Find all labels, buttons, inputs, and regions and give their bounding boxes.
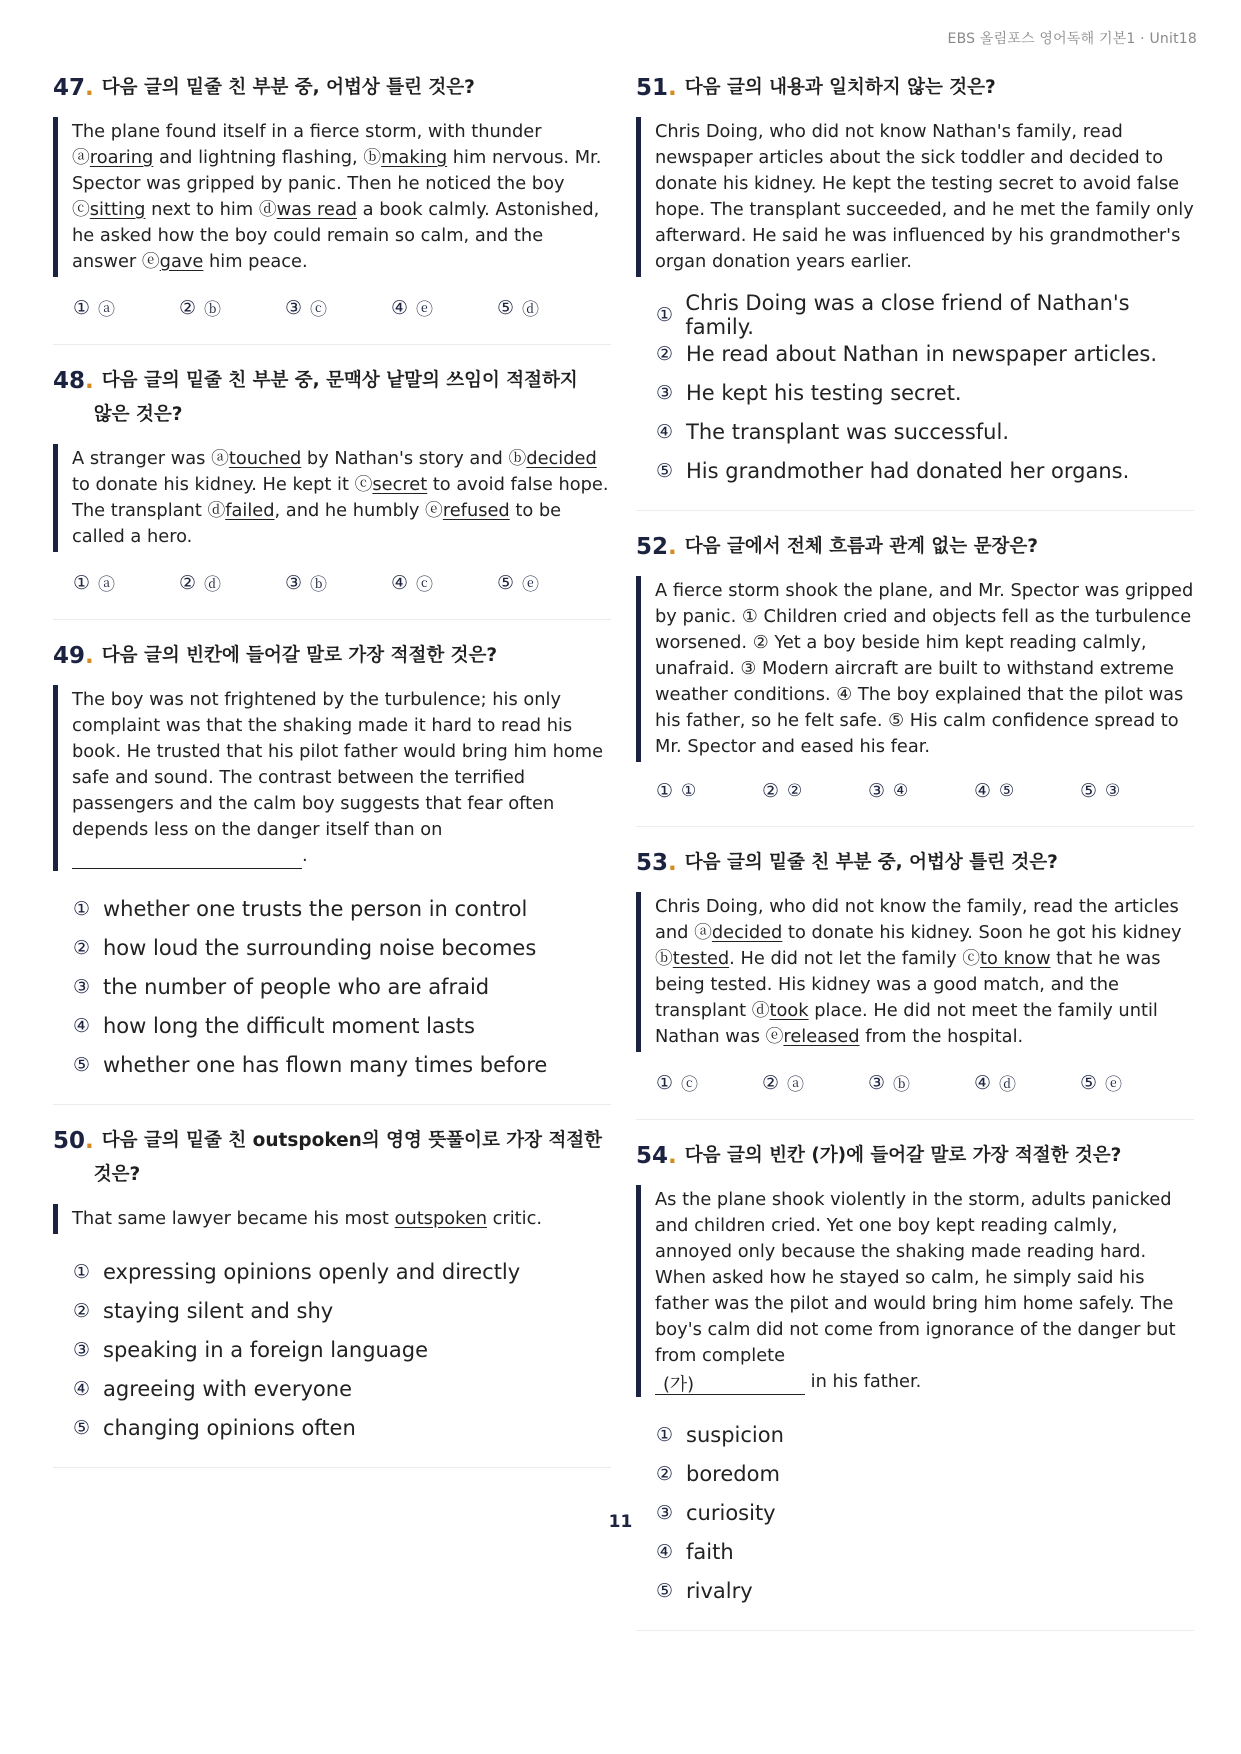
answer-choice-1[interactable]	[656, 290, 1194, 339]
choice-number: ③	[656, 381, 674, 404]
choice-number: ②	[179, 571, 197, 594]
choice-text: The transplant was successful.	[686, 419, 1009, 444]
passage: A fierce storm shook the plane, and Mr. Spector was gripped by panic. ① Children cried and objects fell as the turbulence worsened. ② Yet a boy beside him kept reading calmly, unafraid. ③ Modern aircraft are built to withstand extreme weather conditions. ④ The boy explained that the pilot was his father, so he felt safe. ⑤ His calm confidence spread to Mr. Spector and eased his fear.	[636, 576, 1194, 762]
question-number: 48	[53, 368, 86, 394]
choice-number: ④	[656, 1540, 674, 1563]
choice-text: ⓒ	[310, 300, 328, 320]
question-dot: .	[85, 1128, 94, 1154]
right-column	[636, 74, 1194, 1653]
passage-text: him peace.	[203, 251, 308, 272]
underlined-word: gave	[159, 251, 204, 272]
passage-text: from the hospital.	[859, 1026, 1024, 1047]
choice-number: ⑤	[497, 296, 515, 319]
answer-choice-3[interactable]	[73, 967, 611, 1006]
underlined-word: released	[783, 1026, 860, 1047]
question-header	[636, 533, 1194, 564]
choice-number: ⑤	[1080, 1071, 1098, 1094]
choice-text: ⓓ	[522, 300, 540, 320]
question-54	[636, 1142, 1194, 1631]
choice-text: ⓒ	[681, 1075, 699, 1095]
answer-choice-1[interactable]	[656, 1070, 762, 1095]
underlined-word: took	[769, 1000, 809, 1021]
choice-text: curiosity	[686, 1500, 776, 1525]
passage-text: and lightning flashing, ⓑ	[153, 147, 382, 168]
choice-number: ②	[73, 936, 91, 959]
answer-choice-3[interactable]	[868, 1070, 974, 1095]
question-number: 50	[53, 1128, 86, 1154]
choice-number: ⑤	[656, 459, 674, 482]
underlined-word: outspoken	[394, 1208, 487, 1229]
choice-number: ③	[868, 1071, 886, 1094]
passage-text: ⓒ	[72, 199, 90, 220]
passage-text: That same lawyer became his most	[72, 1208, 395, 1229]
choice-text: ⓐ	[98, 575, 116, 595]
choice-number: ①	[656, 1423, 674, 1446]
answer-choice-2[interactable]	[656, 334, 1194, 373]
question-header	[53, 367, 611, 432]
answer-choice-4[interactable]	[974, 1070, 1080, 1095]
choice-number: ③	[868, 780, 886, 802]
choice-number: ⑤	[1080, 780, 1098, 802]
passage-text: him nervous. Mr. Spector was gripped by panic. Then he noticed the boy	[72, 147, 602, 194]
answer-choices	[53, 889, 611, 1084]
passage: Chris Doing, who did not know Nathan's family, read newspaper articles about the sick toddler and decided to donate his kidney. He kept the testing secret to avoid false hope. The transplant succeeded, and he met the family only afterward. He said he was influenced by his grandmother's organ donation years earlier.	[636, 117, 1194, 277]
question-50	[53, 1127, 611, 1468]
choice-text: how long the difficult moment lasts	[103, 1013, 475, 1038]
question-header	[53, 642, 611, 673]
choice-text: ⓑ	[204, 300, 222, 320]
passage	[53, 444, 611, 552]
choice-text: ③	[1105, 781, 1121, 801]
choice-number: ①	[656, 303, 674, 326]
answer-choice-1[interactable]	[656, 1415, 1194, 1454]
choice-number: ①	[73, 571, 91, 594]
answer-blank: (가)	[655, 1373, 805, 1395]
choice-number: ①	[73, 897, 91, 920]
choice-text: ⓒ	[416, 575, 434, 595]
answer-choices	[53, 1252, 611, 1447]
choice-text: ⓓ	[999, 1075, 1017, 1095]
passage-text: The boy was not frightened by the turbulence; his only complaint was that the shaking made it hard to read his book. He trusted that his pilot father would bring him home safe and sound. The contrast between the terrified passengers and the calm boy suggests that fear often depends less on the danger itself than on	[72, 689, 604, 840]
choice-text: expressing opinions openly and directly	[103, 1259, 521, 1284]
passage-text: place. He did not meet the family until Nathan was ⓔ	[655, 1000, 1158, 1047]
choice-text: ①	[681, 781, 697, 801]
question-47	[53, 74, 611, 345]
answer-choice-1[interactable]	[73, 1252, 611, 1291]
answer-choice-1[interactable]	[73, 570, 179, 595]
answer-choices	[636, 780, 1194, 802]
passage	[53, 117, 611, 277]
question-header	[636, 849, 1194, 880]
choice-number: ③	[73, 975, 91, 998]
underlined-word: refused	[442, 500, 510, 521]
passage-text: next to him ⓓ	[145, 199, 277, 220]
answer-choice-4[interactable]	[391, 570, 497, 595]
choice-text: ②	[787, 781, 803, 801]
choice-text: Chris Doing was a close friend of Nathan's family.	[685, 290, 1130, 339]
underlined-word: decided	[526, 448, 597, 469]
answer-choice-2[interactable]	[179, 570, 285, 595]
passage-text: Chris Doing, who did not know the family, read the articles and ⓐ	[655, 896, 1179, 943]
question-53	[636, 849, 1194, 1120]
choice-number: ①	[73, 1260, 91, 1283]
answer-choice-5[interactable]	[73, 1045, 611, 1084]
answer-choice-1[interactable]	[73, 295, 179, 320]
question-header	[636, 74, 1194, 105]
choice-text: ⓑ	[893, 1075, 911, 1095]
answer-choice-4[interactable]	[73, 1369, 611, 1408]
choice-number: ⑤	[497, 571, 515, 594]
choice-text: the number of people who are afraid	[103, 974, 490, 999]
underlined-word: making	[381, 147, 448, 168]
answer-choice-3[interactable]	[868, 780, 974, 802]
choice-number: ②	[762, 780, 780, 802]
passage-text: critic.	[487, 1208, 543, 1229]
choice-text: ⓐ	[787, 1075, 805, 1095]
answer-choice-2[interactable]	[656, 1454, 1194, 1493]
question-prompt: 다음 글의 빈칸 (가)에 들어갈 말로 가장 적절한 것은?	[684, 1145, 1122, 1166]
passage-text: that he was being tested. His kidney was a good match, and the transplant ⓓ	[655, 948, 1161, 1021]
answer-choice-3[interactable]	[285, 570, 391, 595]
answer-choices	[636, 290, 1194, 490]
choice-number: ②	[179, 296, 197, 319]
answer-choice-3[interactable]	[656, 373, 1194, 412]
choice-number: ④	[73, 1014, 91, 1037]
choice-number: ④	[656, 420, 674, 443]
passage	[636, 892, 1194, 1052]
choice-text: suspicion	[686, 1422, 784, 1447]
question-number: 47	[53, 75, 86, 101]
choice-text: ⓔ	[1105, 1075, 1123, 1095]
choice-number: ⑤	[73, 1053, 91, 1076]
passage-text: ⓔ	[141, 251, 160, 272]
question-dot: .	[668, 850, 677, 876]
question-49	[53, 642, 611, 1105]
question-number: 53	[636, 850, 669, 876]
passage-text: to donate his kidney. Soon he got his kidney	[782, 922, 1182, 943]
answer-choice-5[interactable]	[73, 1408, 611, 1447]
answer-blank	[72, 847, 302, 869]
choice-number: ③	[285, 571, 303, 594]
answer-choice-5[interactable]	[656, 1571, 1194, 1610]
passage	[53, 685, 611, 871]
passage-text: The plane found itself in a fierce storm, with thunder	[72, 121, 542, 142]
answer-choice-4[interactable]	[656, 412, 1194, 451]
answer-choice-2[interactable]	[73, 928, 611, 967]
question-number: 51	[636, 75, 669, 101]
question-dot: .	[668, 75, 677, 101]
choice-text: staying silent and shy	[103, 1298, 334, 1323]
choice-text: ⓔ	[522, 575, 540, 595]
passage-text: to donate his kidney. He kept it ⓒ	[72, 474, 373, 495]
underlined-word: decided	[711, 922, 783, 943]
answer-choice-2[interactable]	[179, 295, 285, 320]
underlined-word: roaring	[89, 147, 154, 168]
underlined-word: failed	[225, 500, 275, 521]
choice-text: agreeing with everyone	[103, 1376, 352, 1401]
answer-choice-1[interactable]	[656, 780, 762, 802]
question-51	[636, 74, 1194, 511]
answer-choice-5[interactable]	[497, 570, 603, 595]
question-prompt	[93, 1124, 603, 1192]
answer-choice-4[interactable]	[391, 295, 497, 320]
choice-number: ①	[73, 296, 91, 319]
question-dot: .	[85, 75, 94, 101]
choice-number: ⑤	[73, 1416, 91, 1439]
answer-choices	[53, 570, 611, 595]
question-number: 49	[53, 643, 86, 669]
underlined-word: touched	[228, 448, 302, 469]
question-dot: .	[85, 643, 94, 669]
answer-choice-4[interactable]	[73, 1006, 611, 1045]
answer-choice-4[interactable]	[974, 780, 1080, 802]
passage-text: ⓐ	[72, 147, 90, 168]
question-prompt: 다음 글의 밑줄 친 부분 중, 어법상 틀린 것은?	[101, 77, 475, 98]
page-number: 11	[608, 1512, 633, 1532]
passage-text: by Nathan's story and ⓑ	[301, 448, 527, 469]
question-header	[53, 1127, 611, 1192]
choice-text: whether one has flown many times before	[103, 1052, 548, 1077]
left-column	[53, 74, 611, 1490]
choice-number: ③	[285, 296, 303, 319]
choice-number: ④	[391, 571, 409, 594]
passage-text: , and he humbly ⓔ	[274, 500, 443, 521]
question-prompt-line-2: 않은 것은?	[93, 404, 183, 425]
choice-number: ②	[762, 1071, 780, 1094]
answer-choice-2[interactable]	[762, 780, 868, 802]
choice-number: ④	[974, 1071, 992, 1094]
choice-text: He kept his testing secret.	[686, 380, 962, 405]
underlined-word: was read	[276, 199, 358, 220]
question-dot: .	[668, 534, 677, 560]
answer-choices	[53, 295, 611, 320]
passage-text: As the plane shook violently in the storm, adults panicked and children cried. Yet one boy kept reading calmly, annoyed only because the shaking made reading hard. When asked how he stayed so calm, he simply said his father was the pilot and would bring him home safely. The boy's calm did not come from ignorance of the danger but from complete	[655, 1189, 1176, 1366]
question-prompt: 다음 글의 밑줄 친 부분 중, 어법상 틀린 것은?	[684, 852, 1058, 873]
choice-text: boredom	[686, 1461, 780, 1486]
answer-choice-5[interactable]	[497, 295, 603, 320]
passage-text: . He did not let the family ⓒ	[729, 948, 981, 969]
underlined-word: secret	[372, 474, 428, 495]
choice-text: how loud the surrounding noise becomes	[103, 935, 537, 960]
choice-text: His grandmother had donated her organs.	[686, 458, 1130, 483]
passage-text: a book calmly. Astonished, he asked how the boy could remain so calm, and the answer	[72, 199, 600, 272]
passage-text: A stranger was ⓐ	[72, 448, 229, 469]
choice-text: ⓓ	[204, 575, 222, 595]
passage-end: in his father.	[805, 1371, 922, 1392]
choice-number: ③	[73, 1338, 91, 1361]
question-48	[53, 367, 611, 620]
answer-choice-5[interactable]	[656, 451, 1194, 490]
passage-text: to be called a hero.	[72, 500, 562, 547]
question-number: 54	[636, 1143, 669, 1169]
choice-text: ⓔ	[416, 300, 434, 320]
choice-number: ④	[391, 296, 409, 319]
choice-number: ①	[656, 780, 674, 802]
underlined-word: sitting	[89, 199, 146, 220]
choice-text: whether one trusts the person in control	[103, 896, 528, 921]
question-dot: .	[85, 368, 94, 394]
question-52	[636, 533, 1194, 827]
question-header	[53, 74, 611, 105]
answer-choice-5[interactable]	[1080, 1070, 1186, 1095]
question-prompt: 다음 글의 내용과 일치하지 않는 것은?	[684, 77, 996, 98]
choice-text: rivalry	[686, 1578, 753, 1603]
question-prompt-line-2: 것은?	[93, 1164, 141, 1185]
choice-number: ④	[974, 780, 992, 802]
answer-choice-4[interactable]	[656, 1532, 1194, 1571]
choice-number: ③	[656, 1501, 674, 1524]
question-prompt-line-1: 다음 글의 밑줄 친 outspoken의 영영 뜻풀이로 가장 적절한	[101, 1130, 603, 1151]
choice-number: ①	[656, 1071, 674, 1094]
answer-choice-2[interactable]	[73, 1291, 611, 1330]
choice-text: changing opinions often	[103, 1415, 356, 1440]
choice-text: speaking in a foreign language	[103, 1337, 428, 1362]
underlined-word: to know	[980, 948, 1051, 969]
answer-choice-2[interactable]	[762, 1070, 868, 1095]
choice-text: ⓑ	[310, 575, 328, 595]
choice-number: ②	[656, 1462, 674, 1485]
choice-text: ⑤	[999, 781, 1015, 801]
question-number: 52	[636, 534, 669, 560]
question-dot: .	[668, 1143, 677, 1169]
passage-end: .	[302, 845, 308, 866]
answer-choice-3[interactable]	[73, 1330, 611, 1369]
choice-text: faith	[686, 1539, 734, 1564]
choice-number: ④	[73, 1377, 91, 1400]
choice-text: ⓐ	[98, 300, 116, 320]
passage-text: to avoid false hope. The transplant ⓓ	[72, 474, 609, 521]
page-header: EBS 올림포스 영어독해 기본1 · Unit18	[947, 31, 1197, 47]
answer-choice-5[interactable]	[1080, 780, 1186, 802]
answer-choices	[636, 1070, 1194, 1095]
answer-choice-1[interactable]	[73, 889, 611, 928]
choice-text: ④	[893, 781, 909, 801]
passage	[636, 1185, 1194, 1397]
underlined-word: tested	[672, 948, 730, 969]
question-prompt	[93, 364, 578, 432]
passage	[53, 1204, 611, 1234]
question-prompt: 다음 글의 빈칸에 들어갈 말로 가장 적절한 것은?	[101, 645, 498, 666]
choice-number: ⑤	[656, 1579, 674, 1602]
question-prompt-line-1: 다음 글의 밑줄 친 부분 중, 문맥상 낱말의 쓰임이 적절하지	[101, 370, 578, 391]
question-header	[636, 1142, 1194, 1173]
answer-choice-3[interactable]	[285, 295, 391, 320]
choice-number: ②	[73, 1299, 91, 1322]
choice-text: He read about Nathan in newspaper articles.	[686, 341, 1158, 366]
choice-number: ②	[656, 342, 674, 365]
passage-text: ⓑ	[655, 948, 673, 969]
question-prompt: 다음 글에서 전체 흐름과 관계 없는 문장은?	[684, 536, 1038, 557]
